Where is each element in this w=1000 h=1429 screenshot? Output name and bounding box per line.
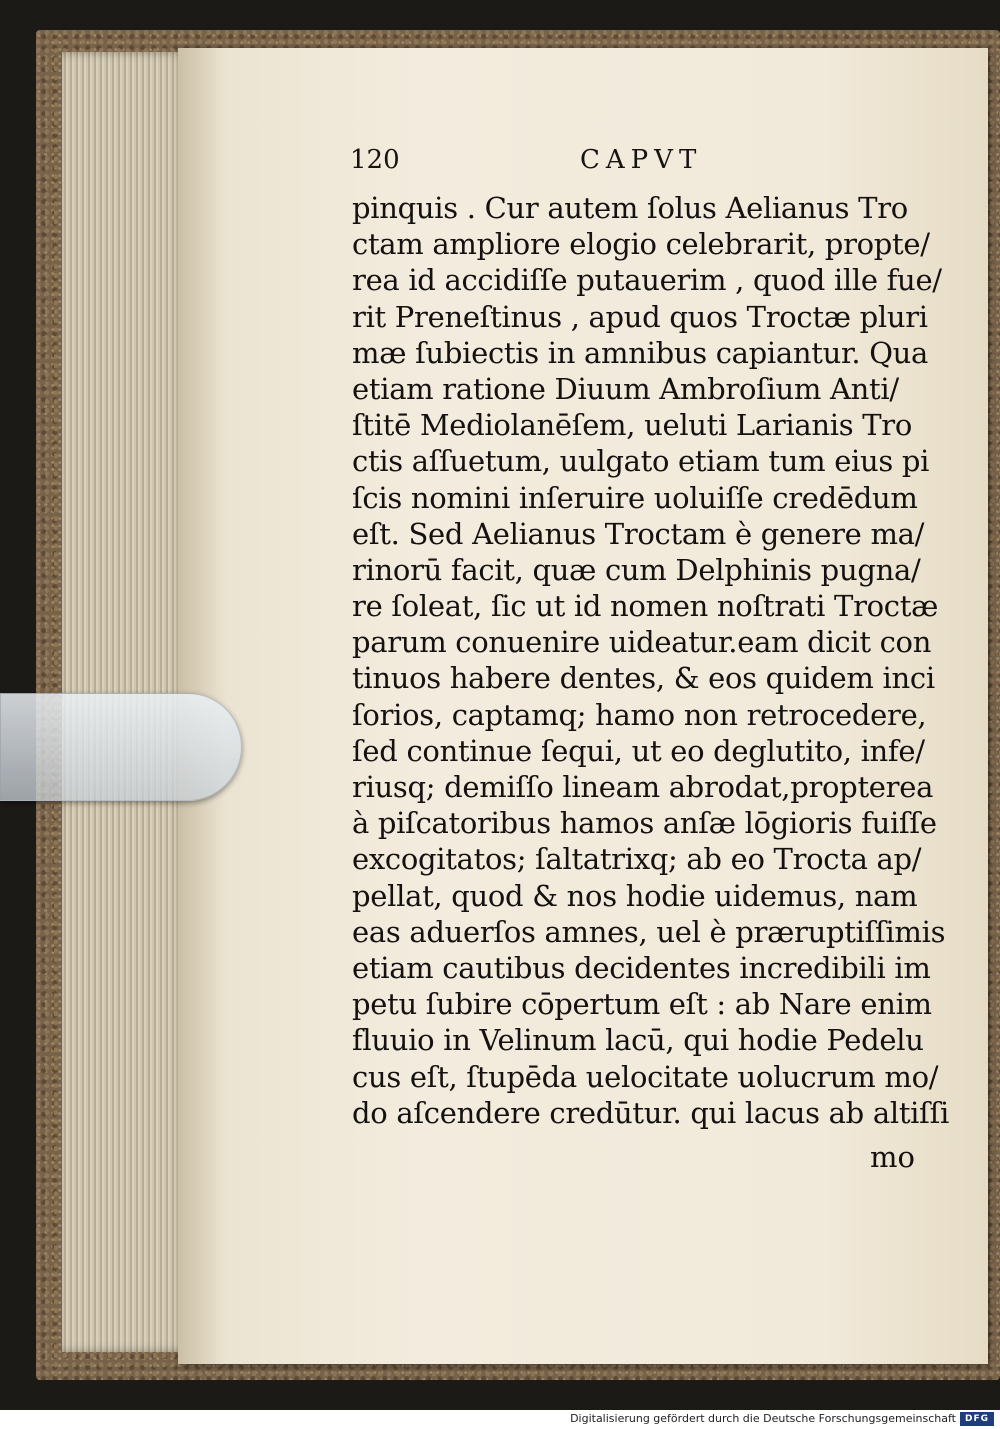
folio-number: 120 [350, 145, 400, 175]
text-line: do aſcendere credūtur. qui lacus ab altiſſi [352, 1095, 949, 1130]
running-head [350, 145, 730, 185]
text-line: rit Preneſtinus , apud quos Troctæ pluri [352, 299, 928, 334]
text-line: eſt. Sed Aelianus Troctam è genere ma/ [352, 516, 925, 551]
text-line: ſcis nomini inſeruire uoluiſſe credēdum [352, 480, 918, 515]
text-line: ſorios, captamq; hamo non retrocedere, [352, 697, 927, 732]
text-line: tinuos habere dentes, & eos quidem inci [352, 661, 935, 696]
text-line: petu ſubire cōpertum eſt : ab Nare enim [352, 987, 932, 1022]
text-line: excogitatos; ſaltatrixq; ab eo Trocta ap/ [352, 842, 922, 877]
text-line: riusq; demiſſo lineam abrodat,propterea [352, 770, 934, 804]
text-line: cus eſt, ſtupēda uelocitate uolucrum mo/ [352, 1059, 939, 1094]
text-line: re ſoleat, ſic ut id nomen noſtrati Troctæ [352, 589, 939, 624]
text-line: parum conuenire uideatur.eam dicit con [352, 625, 932, 660]
page-clip [0, 693, 242, 801]
text-line: ctis aſſuetum, uulgato etiam tum eius pi [352, 444, 930, 479]
body-text [352, 190, 949, 1131]
text-line: eas aduerſos amnes, uel è præruptiſſimis [352, 914, 946, 949]
text-line: pellat, quod & nos hodie uidemus, nam [352, 878, 918, 913]
text-line: fluuio in Velinum lacū, qui hodie Pedelu [352, 1023, 924, 1058]
funding-credit: Digitalisierung gefördert durch die Deutsche Forschungsgemeinschaft [570, 1412, 956, 1425]
text-line: etiam cautibus decidentes incredibili im [352, 950, 931, 985]
dfg-logo: DFG [960, 1412, 994, 1426]
text-line: ſtitē Mediolanēſem, ueluti Larianis Tro [352, 408, 913, 443]
text-line: etiam ratione Diuum Ambroſium Anti/ [352, 371, 899, 406]
text-line: rinorū facit, quæ cum Delphinis pugna/ [352, 552, 921, 587]
text-line: mæ ſubiectis in amnibus capiantur. Qua [352, 335, 929, 370]
text-line: rea id accidiſſe putauerim , quod ille fue/ [352, 263, 942, 298]
text-line: à piſcatoribus hamos anſæ lōgioris fuiſſe [352, 806, 937, 841]
text-line: pinquis . Cur autem ſolus Aelianus Tro [352, 191, 908, 225]
text-line: ctam ampliore elogio celebrarit, propte/ [352, 227, 930, 262]
catchword: mo [870, 1140, 915, 1174]
text-line: ſed continue ſequi, ut eo deglutito, infe/ [352, 733, 925, 768]
footer [0, 1410, 1000, 1429]
running-title: CAPVT [580, 145, 703, 175]
